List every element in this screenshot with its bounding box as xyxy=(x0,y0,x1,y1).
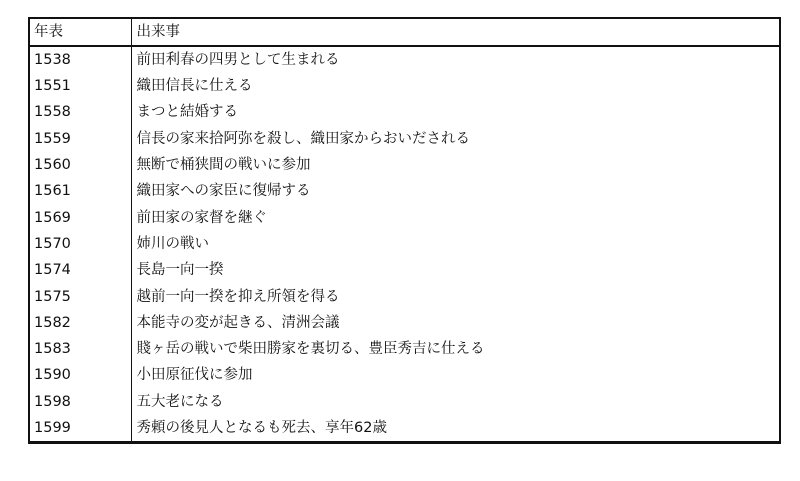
year-cell[interactable]: 1538 xyxy=(29,46,131,73)
year-cell[interactable]: 1599 xyxy=(29,415,131,443)
table-row xyxy=(29,283,780,309)
year-cell[interactable]: 1551 xyxy=(29,73,131,99)
year-cell[interactable]: 1582 xyxy=(29,310,131,336)
year-cell[interactable]: 1574 xyxy=(29,257,131,283)
timeline-table xyxy=(28,17,781,444)
year-cell[interactable]: 1561 xyxy=(29,178,131,204)
event-cell[interactable]: 織田家への家臣に復帰する xyxy=(131,178,780,204)
table-row xyxy=(29,415,780,443)
table-row xyxy=(29,231,780,257)
timeline-body xyxy=(29,46,780,442)
table-row xyxy=(29,336,780,362)
year-cell[interactable]: 1569 xyxy=(29,204,131,230)
event-cell[interactable]: 信長の家来拾阿弥を殺し、織田家からおいだされる xyxy=(131,126,780,152)
year-cell[interactable]: 1598 xyxy=(29,389,131,415)
year-column-header[interactable]: 年表 xyxy=(29,18,131,46)
table-row xyxy=(29,178,780,204)
year-cell[interactable]: 1575 xyxy=(29,283,131,309)
event-cell[interactable]: 前田家の家督を継ぐ xyxy=(131,204,780,230)
table-row xyxy=(29,73,780,99)
event-cell[interactable]: 織田信長に仕える xyxy=(131,73,780,99)
header-row xyxy=(29,18,780,46)
table-row xyxy=(29,362,780,388)
table-row xyxy=(29,46,780,73)
event-cell[interactable]: まつと結婚する xyxy=(131,99,780,125)
year-cell[interactable]: 1570 xyxy=(29,231,131,257)
table-row xyxy=(29,204,780,230)
year-cell[interactable]: 1560 xyxy=(29,152,131,178)
event-cell[interactable]: 長島一向一揆 xyxy=(131,257,780,283)
event-cell[interactable]: 姉川の戦い xyxy=(131,231,780,257)
table-row xyxy=(29,389,780,415)
table-row xyxy=(29,152,780,178)
event-cell[interactable]: 賤ヶ岳の戦いで柴田勝家を裏切る、豊臣秀吉に仕える xyxy=(131,336,780,362)
table-row xyxy=(29,310,780,336)
event-cell[interactable]: 前田利春の四男として生まれる xyxy=(131,46,780,73)
table-row xyxy=(29,126,780,152)
event-cell[interactable]: 越前一向一揆を抑え所領を得る xyxy=(131,283,780,309)
event-cell[interactable]: 秀頼の後見人となるも死去、享年62歳 xyxy=(131,415,780,443)
event-cell[interactable]: 無断で桶狭間の戦いに参加 xyxy=(131,152,780,178)
timeline-sheet xyxy=(28,17,779,444)
year-cell[interactable]: 1583 xyxy=(29,336,131,362)
year-cell[interactable]: 1590 xyxy=(29,362,131,388)
year-cell[interactable]: 1559 xyxy=(29,126,131,152)
event-cell[interactable]: 本能寺の変が起きる、清洲会議 xyxy=(131,310,780,336)
year-cell[interactable]: 1558 xyxy=(29,99,131,125)
table-row xyxy=(29,257,780,283)
event-column-header[interactable]: 出来事 xyxy=(131,18,780,46)
event-cell[interactable]: 小田原征伐に参加 xyxy=(131,362,780,388)
table-row xyxy=(29,99,780,125)
event-cell[interactable]: 五大老になる xyxy=(131,389,780,415)
